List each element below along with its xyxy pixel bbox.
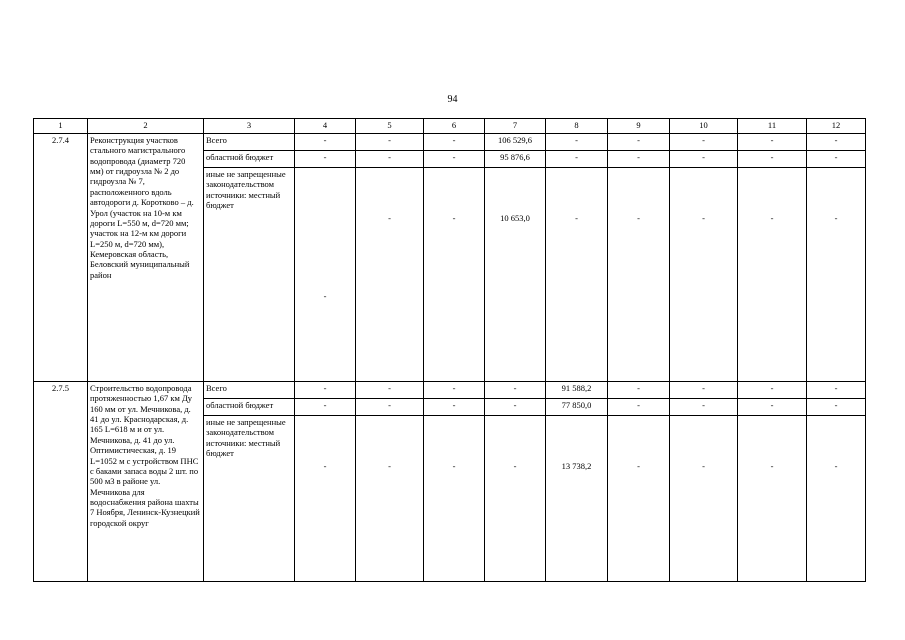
table-cell: - xyxy=(546,151,608,168)
table-cell: - xyxy=(424,399,485,416)
funding-source: иные не запрещенные законодательством источники: местный бюджет xyxy=(204,168,295,382)
funding-source: областной бюджет xyxy=(204,399,295,416)
table-cell: - xyxy=(670,134,738,151)
table-cell: - xyxy=(424,416,485,582)
project-description: Реконструкция участков стального магистрального водопровода (диаметр 720 мм) от гидроузла № 2 до гидроузла № 7, расположенного вдоль автодороги д. Коротково – д. Урол (участок на 10-м км дороги L=550 м, d=720 мм; участок на 12-м км дороги L=250 м, d=720 мм), Кемеровская область, Беловский муниципальный район xyxy=(88,134,204,382)
column-header: 9 xyxy=(608,119,670,134)
table-cell: - xyxy=(546,134,608,151)
column-header: 1 xyxy=(34,119,88,134)
column-header-row xyxy=(34,119,866,134)
funding-source: областной бюджет xyxy=(204,151,295,168)
table-cell: - xyxy=(295,399,356,416)
table-cell: - xyxy=(608,168,670,382)
table-cell: - xyxy=(485,399,546,416)
funding-source: Всего xyxy=(204,382,295,399)
table-cell: - xyxy=(424,151,485,168)
table-cell: - xyxy=(738,168,807,382)
table-cell: - xyxy=(807,382,866,399)
table-cell: 10 653,0 xyxy=(485,168,546,382)
project-description: Строительство водопровода протяженностью 1,67 км Ду 160 мм от ул. Мечникова, д. 41 до ул. Краснодарская, д. 165 L=618 м и от ул. Мечникова, д. 41 до ул. Оптимистическая, д. 19 L=1052 м с устройством ПНС с баками запаса воды 2 шт. по 500 м3 в районе ул. Мечникова для водоснабжения района шахты 7 Ноября, Ленинск-Кузнецкий городской округ xyxy=(88,382,204,582)
table-cell: - xyxy=(356,134,424,151)
funding-source: Всего xyxy=(204,134,295,151)
table-cell: - xyxy=(356,151,424,168)
column-header: 12 xyxy=(807,119,866,134)
table-cell: - xyxy=(356,416,424,582)
table-cell: - xyxy=(608,151,670,168)
column-header: 3 xyxy=(204,119,295,134)
table-cell: 106 529,6 xyxy=(485,134,546,151)
table-cell: - xyxy=(738,416,807,582)
table-cell: - xyxy=(424,382,485,399)
table-cell: - xyxy=(356,399,424,416)
table-cell: - xyxy=(738,382,807,399)
table-cell: - xyxy=(295,416,356,582)
table-cell: 91 588,2 xyxy=(546,382,608,399)
table-cell: - xyxy=(608,416,670,582)
table-cell: - xyxy=(356,168,424,382)
table-cell: - xyxy=(670,151,738,168)
column-header: 11 xyxy=(738,119,807,134)
table-cell: - xyxy=(738,151,807,168)
page-number: 94 xyxy=(447,94,458,105)
table-cell: - xyxy=(608,134,670,151)
funding-source: иные не запрещенные законодательством источники: местный бюджет xyxy=(204,416,295,582)
column-header: 10 xyxy=(670,119,738,134)
table-cell: - xyxy=(807,416,866,582)
table-cell: - xyxy=(424,134,485,151)
table-cell: - xyxy=(546,168,608,382)
column-header: 8 xyxy=(546,119,608,134)
table-cell: - xyxy=(738,399,807,416)
table-cell: - xyxy=(807,151,866,168)
table-cell: - xyxy=(295,382,356,399)
table-row xyxy=(34,382,866,399)
budget-table xyxy=(33,118,866,582)
column-header: 2 xyxy=(88,119,204,134)
table-cell: - xyxy=(424,168,485,382)
table-cell: - xyxy=(807,399,866,416)
table-cell: - xyxy=(670,416,738,582)
column-header: 5 xyxy=(356,119,424,134)
project-code: 2.7.4 xyxy=(34,134,88,382)
table-row xyxy=(34,134,866,151)
table-cell: - xyxy=(807,168,866,382)
table-cell: - xyxy=(670,382,738,399)
column-header: 4 xyxy=(295,119,356,134)
table-cell: - xyxy=(608,382,670,399)
table-cell: - xyxy=(485,416,546,582)
project-code: 2.7.5 xyxy=(34,382,88,582)
table-cell: 13 738,2 xyxy=(546,416,608,582)
table-cell: - xyxy=(807,134,866,151)
table-cell: 77 850,0 xyxy=(546,399,608,416)
column-header: 6 xyxy=(424,119,485,134)
column-header: 7 xyxy=(485,119,546,134)
table-cell: - xyxy=(670,399,738,416)
table-cell: - xyxy=(608,399,670,416)
table-cell: - xyxy=(295,168,356,382)
table-cell: - xyxy=(670,168,738,382)
table-cell: - xyxy=(295,134,356,151)
table-cell: - xyxy=(485,382,546,399)
table-cell: 95 876,6 xyxy=(485,151,546,168)
table-cell: - xyxy=(295,151,356,168)
table-cell: - xyxy=(356,382,424,399)
table-cell: - xyxy=(738,134,807,151)
